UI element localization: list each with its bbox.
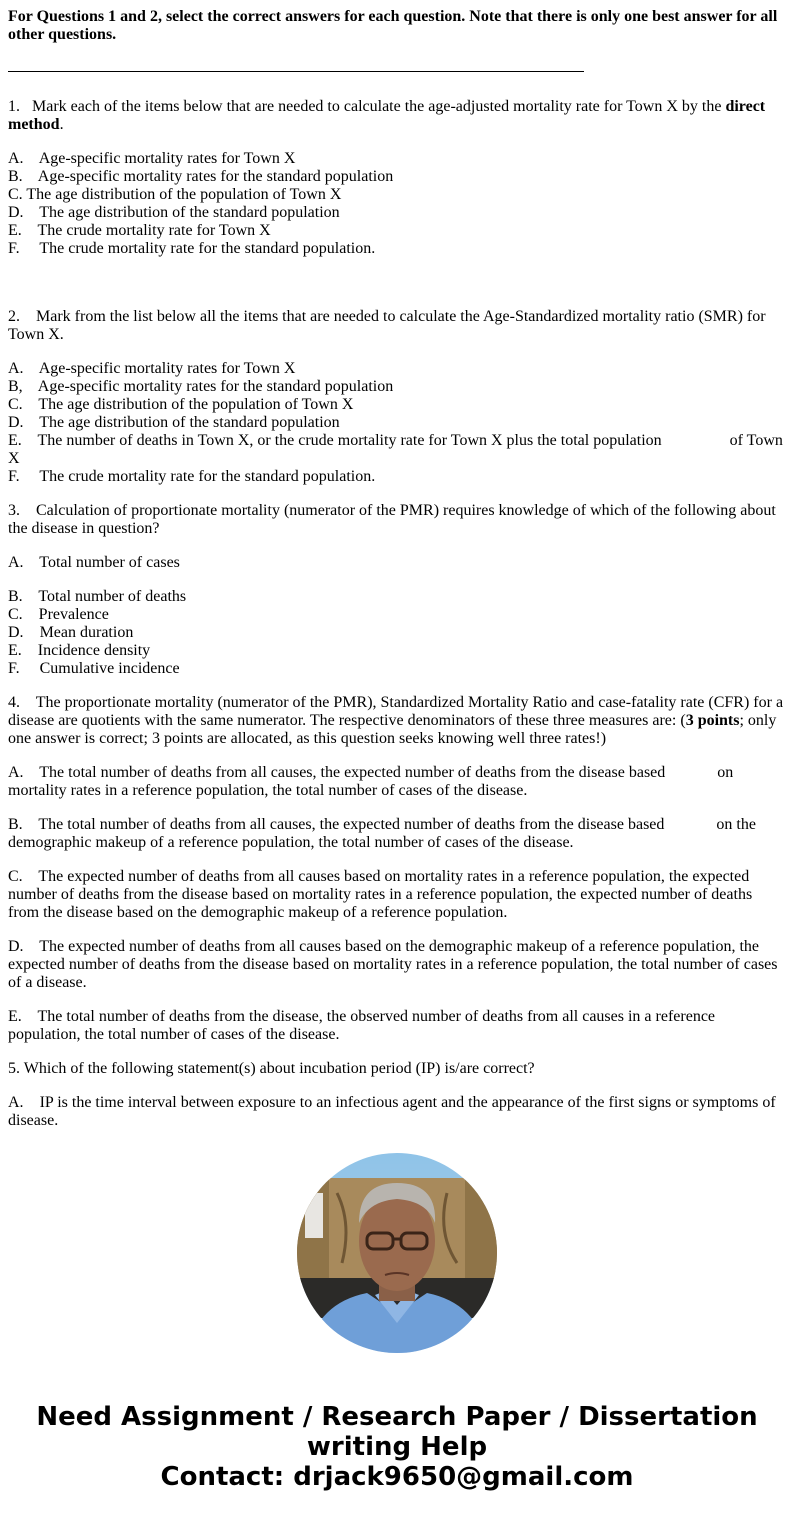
option-1d[interactable]: D. The age distribution of the standard population (8, 204, 340, 221)
option-5a[interactable]: A. IP is the time interval between exposure to an infectious agent and the appearance of the first signs or symptoms of disease. (8, 1094, 776, 1129)
option-1a[interactable]: A. Age-specific mortality rates for Town X (8, 150, 296, 167)
question-3-stem: 3. Calculation of proportionate mortality (numerator of the PMR) requires knowledge of which of the following about the disease in question? (8, 502, 776, 537)
option-1c[interactable]: C. The age distribution of the population of Town X (8, 186, 342, 203)
option-3a[interactable]: A. Total number of cases (8, 554, 180, 571)
option-2f[interactable]: F. The crude mortality rate for the standard population. (8, 468, 376, 485)
option-2c[interactable]: C. The age distribution of the population of Town X (8, 396, 354, 413)
option-1e[interactable]: E. The crude mortality rate for Town X (8, 222, 271, 239)
option-4b[interactable]: B. The total number of deaths from all causes, the expected number of deaths from the disease based on the demographic makeup of a reference population, the total number of cases of the disease. (8, 816, 756, 851)
question-4 (8, 694, 786, 1044)
instructions: For Questions 1 and 2, select the correct answers for each question. Note that there is only one best answer for all other questions. (8, 8, 778, 43)
option-1b[interactable]: B. Age-specific mortality rates for the standard population (8, 168, 394, 185)
option-2d[interactable]: D. The age distribution of the standard population (8, 414, 340, 431)
option-4c[interactable]: C. The expected number of deaths from all causes based on mortality rates in a reference population, the expected number of deaths from the disease based on mortality rates in a reference population, the expected number of deaths from the disease based on the demographic makeup of a reference population. (8, 868, 753, 921)
portrait-icon (297, 1153, 497, 1353)
question-2-stem: 2. Mark from the list below all the items that are needed to calculate the Age-Standardized mortality ratio (SMR) for Town X. (8, 308, 766, 343)
option-3b[interactable]: B. Total number of deaths (8, 588, 187, 605)
option-3f[interactable]: F. Cumulative incidence (8, 660, 180, 677)
document (8, 8, 786, 1130)
option-2e[interactable]: E. The number of deaths in Town X, or the crude mortality rate for Town X plus the total population of Town X (8, 432, 783, 467)
option-2a[interactable]: A. Age-specific mortality rates for Town X (8, 360, 296, 377)
banner-line-1: Need Assignment / Research Paper / Dissertation (36, 1402, 758, 1432)
option-3d[interactable]: D. Mean duration (8, 624, 134, 641)
horizontal-rule (8, 71, 584, 72)
question-1 (8, 98, 786, 258)
question-3 (8, 502, 786, 678)
contact-email[interactable]: Contact: drjack9650@gmail.com (160, 1462, 634, 1492)
question-1-stem: 1. Mark each of the items below that are needed to calculate the age-adjusted mortality rate for Town X by the direct method. (8, 98, 766, 133)
option-4e[interactable]: E. The total number of deaths from the disease, the observed number of deaths from all causes in a reference population, the total number of cases of the disease. (8, 1008, 716, 1043)
question-4-stem: 4. The proportionate mortality (numerator of the PMR), Standardized Mortality Ratio and case-fatality rate (CFR) for a disease are quotients with the same numerator. The respective denominators of these three measures are: (3 points; only one answer is correct; 3 points are allocated, as this question seeks knowing well three rates!) (8, 694, 784, 747)
question-5 (8, 1060, 786, 1130)
option-4d[interactable]: D. The expected number of deaths from all causes based on the demographic makeup of a reference population, the expected number of deaths from the disease based on mortality rates in a reference population, the total number of cases of a disease. (8, 938, 778, 991)
option-3c[interactable]: C. Prevalence (8, 606, 109, 623)
option-1f[interactable]: F. The crude mortality rate for the standard population. (8, 240, 376, 257)
option-2b[interactable]: B, Age-specific mortality rates for the standard population (8, 378, 394, 395)
banner-line-2: writing Help (306, 1432, 488, 1462)
option-4a[interactable]: A. The total number of deaths from all causes, the expected number of deaths from the disease based on mortality rates in a reference population, the total number of cases of the disease. (8, 764, 734, 799)
question-2-options (8, 360, 786, 486)
question-5-stem: 5. Which of the following statement(s) about incubation period (IP) is/are correct? (8, 1060, 535, 1077)
author-avatar (297, 1153, 497, 1353)
option-3e[interactable]: E. Incidence density (8, 642, 151, 659)
question-2 (8, 308, 786, 486)
question-1-options (8, 150, 786, 258)
contact-banner (0, 1402, 794, 1492)
question-3-options (8, 554, 786, 678)
